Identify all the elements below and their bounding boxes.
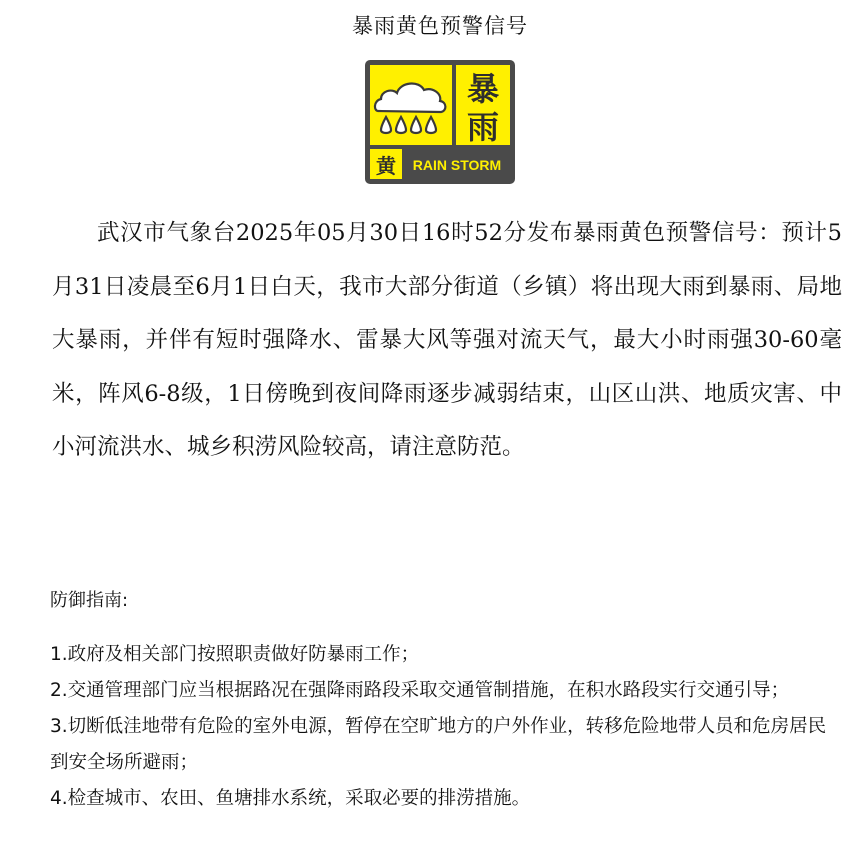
guide-item: 1.政府及相关部门按照职责做好防暴雨工作； [50,644,420,665]
warning-notice-text: 武汉市气象台2025年05月30日16时52分发布暴雨黄色预警信号：预计5月31日凌晨至6月1日白天，我市大部分街道（乡镇）将出现大雨到暴雨、局地大暴雨，并伴有短时强降水、雷暴大风等强对流天气，最大小时雨强30-60毫米，阵风6-8级，1日傍晚到夜间降雨逐步减弱结束，山区山洪、地质灾害、中小河流洪水、城乡积涝风险较高，请注意防范。 [52,220,842,460]
rainstorm-badge-graphic [364,59,516,185]
defense-guide-heading: 防御指南: [50,590,129,611]
badge-title-char-1: 暴 [466,70,500,108]
guide-item: 2.交通管理部门应当根据路况在强降雨路段采取交通管制措施，在积水路段实行交通引导； [50,680,790,702]
guide-item: 3.切断低洼地带有危险的室外电源，暂停在空旷地方的户外作业，转移危险地带人员和危房居民到安全场所避雨； [50,716,827,773]
badge-title-char-2: 雨 [466,108,500,146]
rainstorm-warning-badge [364,59,516,185]
badge-color-label: 黄 [376,154,396,178]
guide-item: 4.检查城市、农田、鱼塘排水系统，采取必要的排涝措施。 [50,787,531,809]
defense-guide-list [50,637,840,817]
badge-english-label: RAIN STORM [412,157,502,173]
page-title: 暴雨黄色预警信号 [352,14,528,38]
